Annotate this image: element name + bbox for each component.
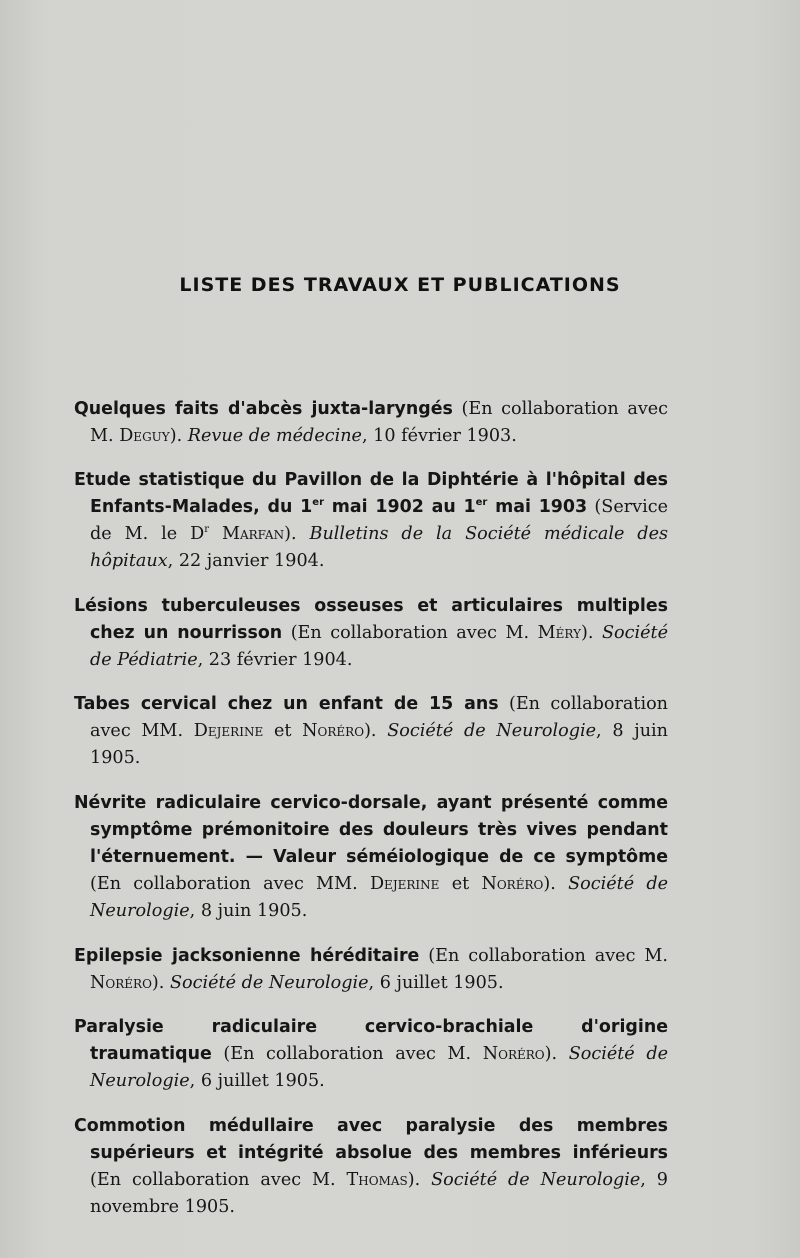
publication-list [74,378,668,1226]
publication-entry [74,593,668,674]
publication-date: , 8 juin 1905. [189,900,308,921]
publication-entry [74,790,668,925]
publication-entry [74,1014,668,1095]
publication-collaboration: (En collaboration avec MM. [90,694,668,742]
publication-date: , 6 juillet 1905. [368,972,504,993]
publication-title: Paralysie radiculaire cervico-brachiale d'origine traumatique [74,1017,668,1065]
publication-date: , 8 juin 1905. [90,721,669,769]
service-superscript: r [204,524,209,536]
publication-date: , 22 janvier 1904. [167,551,325,572]
collaboration-end: ). [544,1044,558,1065]
collaboration-and: et [273,721,292,742]
publication-collaboration: (En collaboration avec M. [223,1044,472,1065]
publication-entry [74,691,668,772]
publication-collaboration: (En collaboration avec M. [90,398,669,446]
collaborator-name: Noréro [482,1044,545,1065]
collaboration-end: ). [151,972,165,993]
collaboration-and: et [451,873,470,894]
collaborator-name: Noréro [90,972,152,993]
publication-collaboration: (En collaboration avec M. [428,945,669,966]
publication-title: Tabes cervical chez un enfant de 15 ans [74,694,499,715]
service-end: ). [284,524,297,545]
collaboration-end: ). [407,1169,421,1190]
collaboration-end: ). [581,622,594,643]
publication-journal: Société de Neurologie [90,1044,669,1092]
publication-date: , 6 juillet 1905. [189,1071,325,1092]
collaborator-name: Noréro [302,721,365,742]
title-superscript: er [312,497,324,509]
publication-entry [74,943,668,997]
collaborator-name: Dejerine [369,873,440,894]
collaborator-name: Deguy [119,425,170,446]
publication-date: , 23 février 1904. [197,649,353,670]
title-part: mai 1903 [487,497,588,518]
publication-date: , 10 février 1903. [361,425,517,446]
publication-entry [74,396,668,450]
publication-collaboration: (En collaboration avec M. [90,1169,336,1190]
publication-journal: Société de Neurologie [90,873,669,921]
publication-journal: Société de Neurologie [431,1169,641,1190]
service-name: Marfan [221,524,285,545]
title-superscript: er [475,497,488,509]
collaborator-name: Noréro [481,873,544,894]
publication-journal: Bulletins de la Société médicale des hôpitaux [90,524,669,572]
collaborator-name: Thomas [346,1169,408,1190]
title-part: Etude statistique du Pavillon de la Diphtérie à l'hôpital des Enfants-Malades, du 1 [74,470,668,518]
publication-title [74,470,668,517]
publication-title: Lésions tuberculeuses osseuses et articulaires multiples chez un nourrisson [74,595,668,643]
publication-service: (Service de M. le D [90,497,669,545]
publication-journal: Société de Pédiatrie [90,622,669,670]
publication-journal: Société de Neurologie [387,721,597,742]
publication-title: Névrite radiculaire cervico-dorsale, ayant présenté comme symptôme prémonitoire des douleurs très vives pendant l'éternuement. — Valeur séméiologique de ce symptôme [74,792,668,867]
publication-date: , 9 novembre 1905. [90,1169,668,1217]
publication-collaboration: (En collaboration avec MM. [90,873,358,894]
collaboration-end: ). [364,721,377,742]
publication-title: Commotion médullaire avec paralysie des membres supérieurs et intégrité absolue des membres inférieurs [74,1115,668,1163]
publication-entry [74,467,668,575]
publication-title: Quelques faits d'abcès juxta-laryngés [74,398,453,419]
publication-title: Epilepsie jacksonienne héréditaire [74,945,420,966]
publication-journal: Revue de médecine [187,425,362,446]
publication-entry [74,1113,668,1221]
publication-journal: Société de Neurologie [169,972,369,993]
collaboration-end: ). [543,873,556,894]
page-title: LISTE DES TRAVAUX ET PUBLICATIONS [179,274,621,296]
collaboration-end: ). [169,425,183,446]
collaborator-name: Méry [537,622,582,643]
title-part: mai 1902 au 1 [324,497,476,518]
collaborator-name: Dejerine [193,721,264,742]
publication-collaboration: (En collaboration avec M. [290,622,530,643]
